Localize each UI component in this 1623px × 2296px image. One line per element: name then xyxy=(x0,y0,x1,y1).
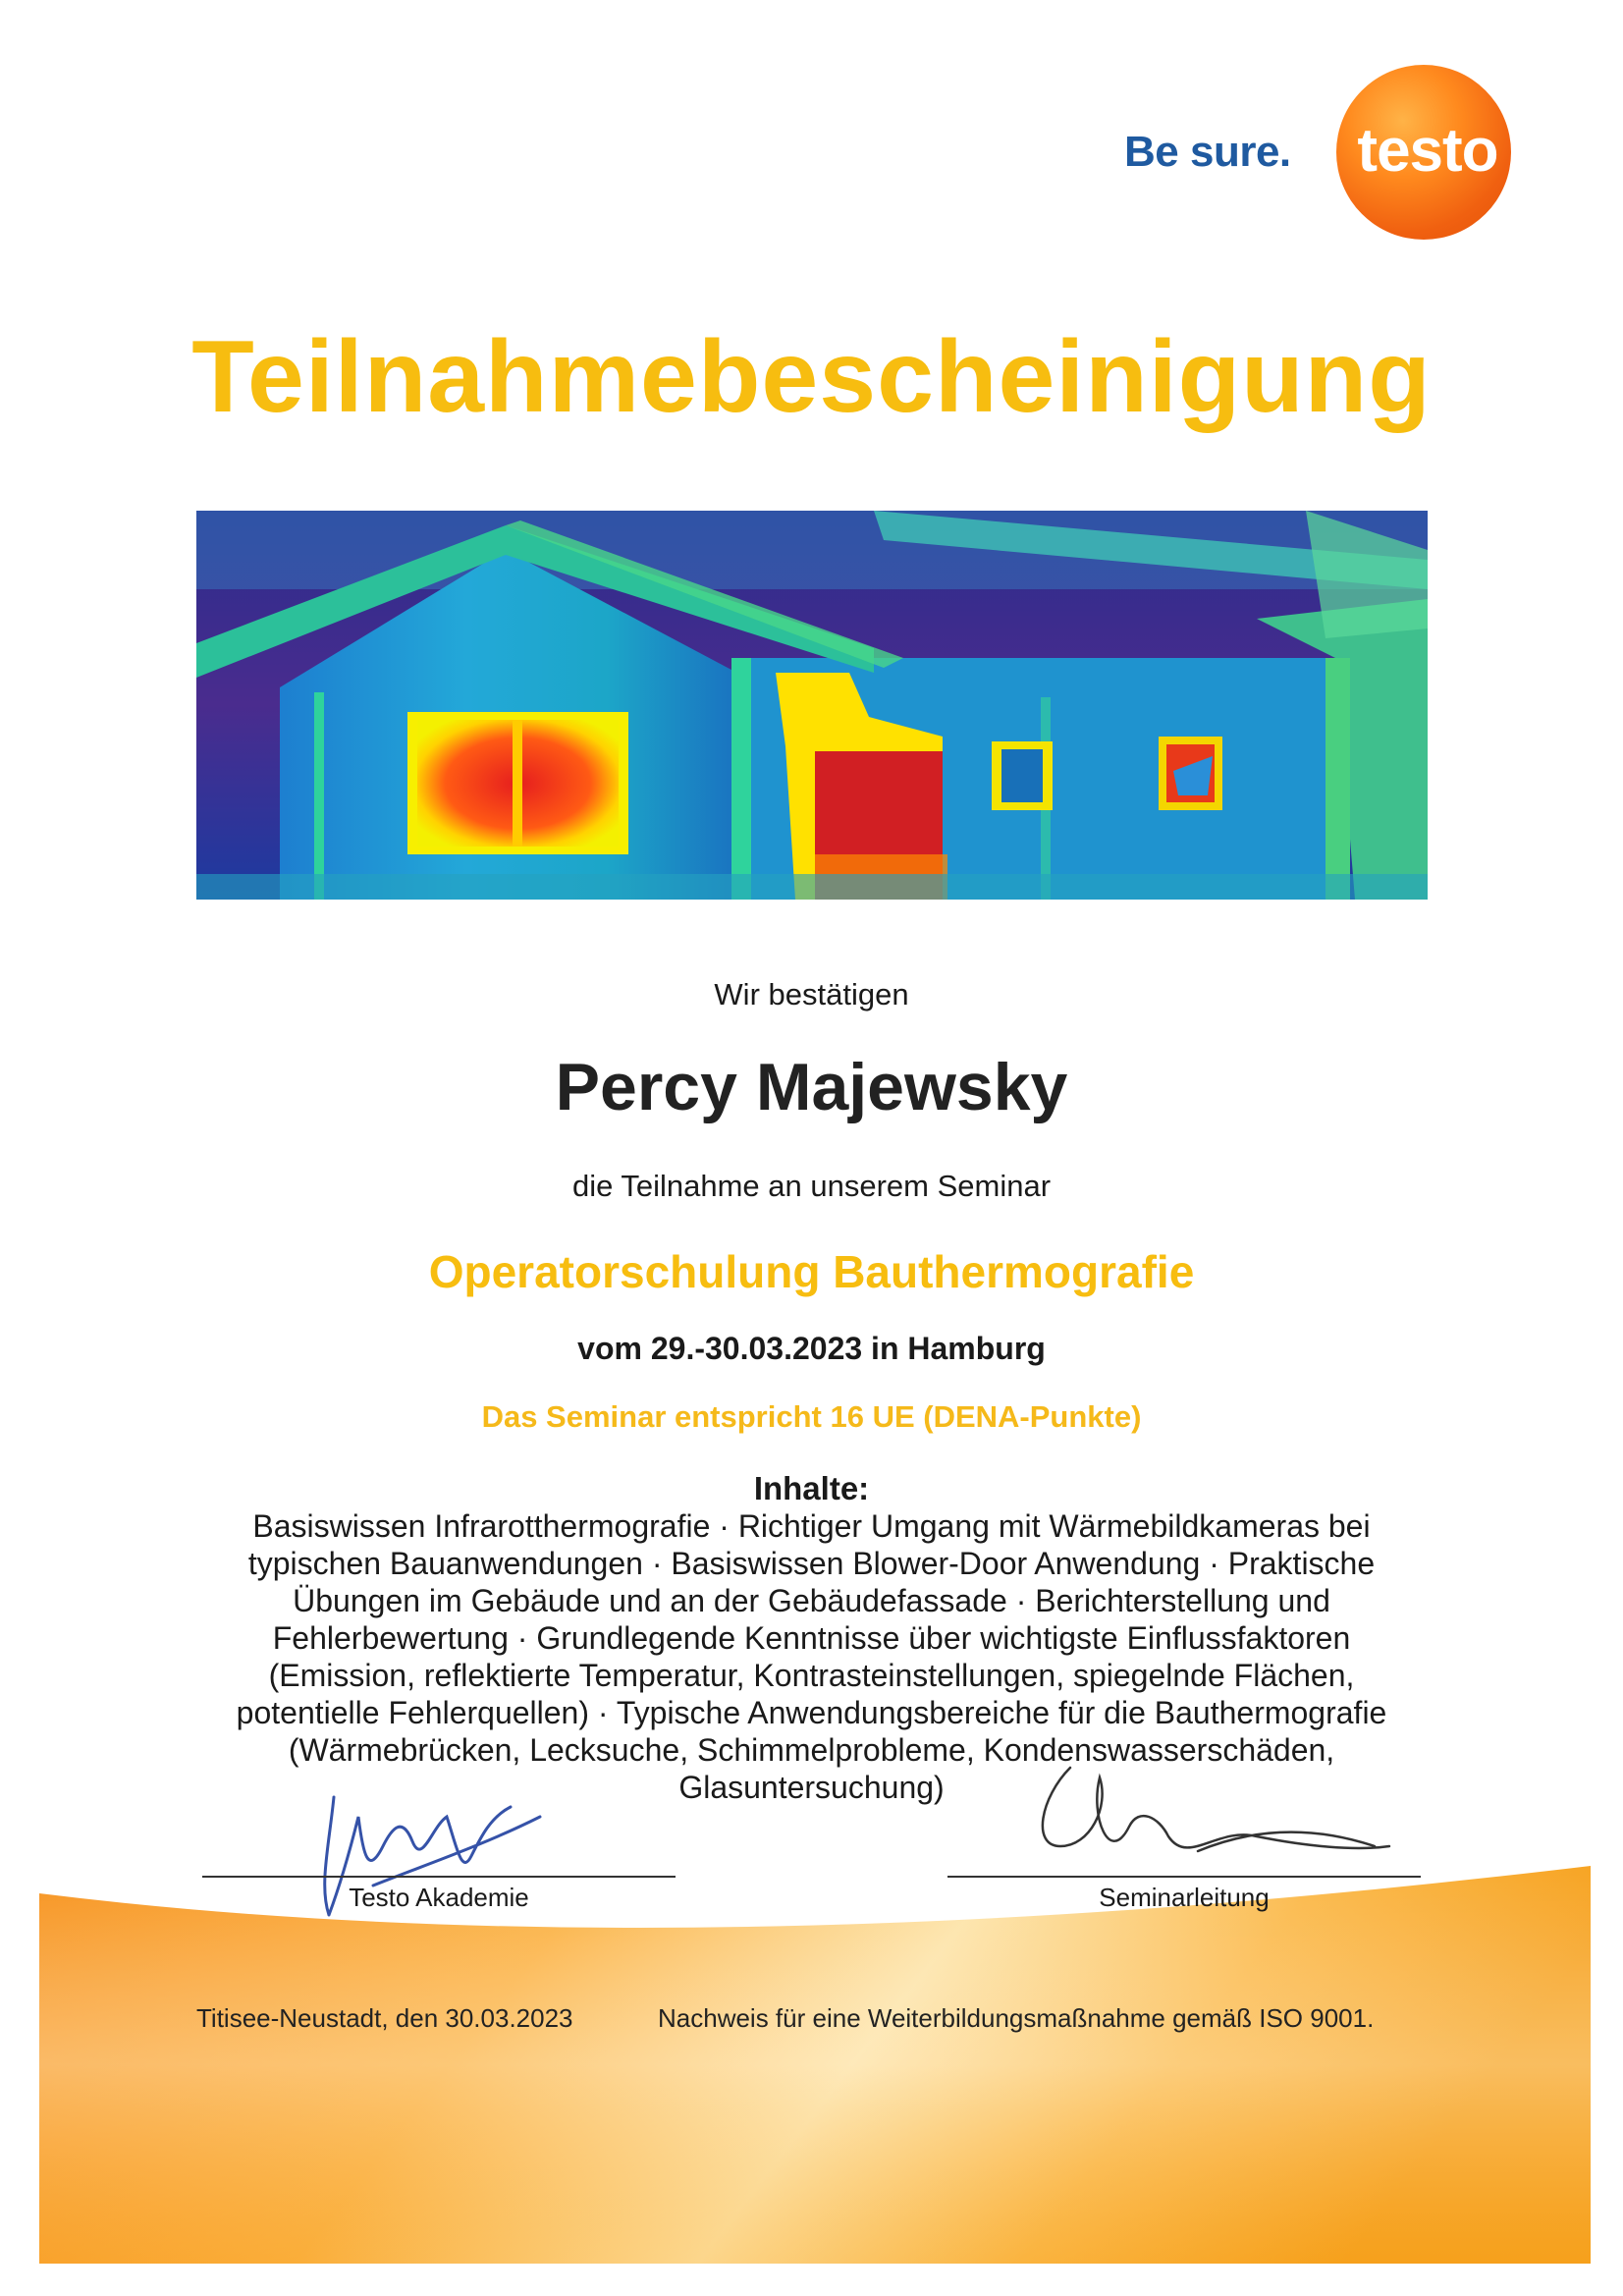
seminar-dates: vom 29.-30.03.2023 in Hamburg xyxy=(577,1331,1046,1366)
left-signature-line xyxy=(202,1876,676,1878)
participant-name: Percy Majewsky xyxy=(555,1050,1068,1124)
logo-tagline: Be sure. xyxy=(1124,128,1291,176)
testo-logo xyxy=(1124,65,1517,242)
right-signature-line xyxy=(947,1876,1421,1878)
certificate-title: Teilnahmebescheinigung xyxy=(191,320,1432,434)
footer-orange-band xyxy=(0,1866,1623,2296)
contents-heading: Inhalte: xyxy=(753,1470,870,1506)
left-signature-label: Testo Akademie xyxy=(349,1883,529,1912)
right-signature xyxy=(1021,1758,1394,1886)
intro-text: die Teilnahme an unserem Seminar xyxy=(571,1169,1052,1203)
seminar-credits: Das Seminar entspricht 16 UE (DENA-Punkte) xyxy=(481,1399,1142,1434)
contents-text: Basiswissen Infrarotthermografie · Richtiger Umgang mit Wärmebildkameras bei typischen Bauanwendungen · Basiswissen Blower-Door Anwendung · Praktische Übungen im Gebäude und an der Gebäudefassade · Berichterstellung und Fehlerbewertung · Grundlegende Kenntnisse über wichtigste Einflussfaktoren (Emission, reflektierte Temperatur, Kontrasteinstellungen, spiegelnde Flächen, potentielle Fehlerquellen) · Typische Anwendungsbereiche für die Bauthermografie (Wärmebrücken, Lecksuche, Schimmelprobleme, Kondenswasserschäden, Glasuntersuchung) xyxy=(236,1508,1387,1805)
seminar-title: Operatorschulung Bauthermografie xyxy=(428,1246,1195,1297)
footer-iso-note: Nachweis für eine Weiterbildungsmaßnahme gemäß ISO 9001. xyxy=(658,2003,1375,2033)
logo-brand: testo xyxy=(1357,117,1498,185)
footer-place-date: Titisee-Neustadt, den 30.03.2023 xyxy=(196,2003,573,2033)
thermal-house-image xyxy=(196,511,1428,900)
confirm-text: Wir bestätigen xyxy=(714,977,909,1011)
right-signature-label: Seminarleitung xyxy=(1099,1883,1270,1912)
